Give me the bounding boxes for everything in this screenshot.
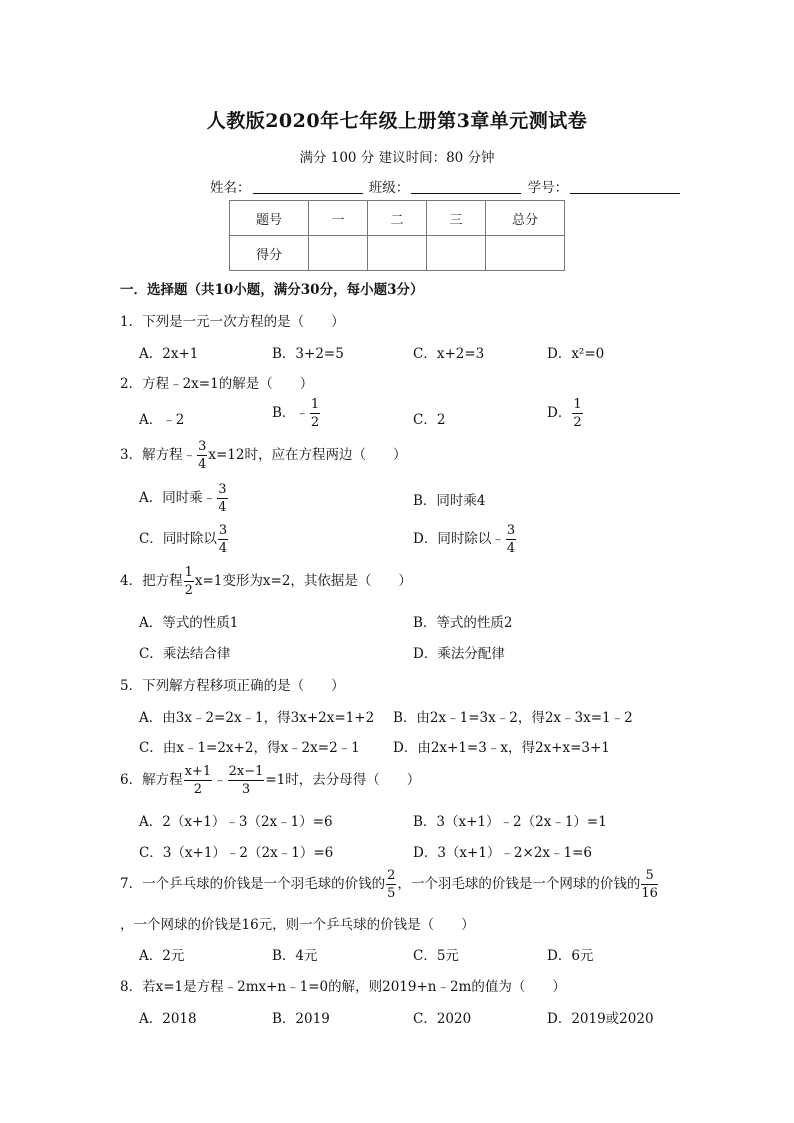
numerator: 1 — [573, 397, 582, 412]
q6-post: =1时，去分母得（ ） — [265, 772, 421, 788]
name-label: 姓名： — [210, 180, 251, 196]
name-blank[interactable] — [253, 179, 363, 194]
score-table — [229, 200, 565, 271]
numerator: 5 — [641, 869, 658, 885]
question-6-stem — [120, 765, 420, 796]
q3-option-c[interactable] — [139, 524, 229, 555]
fraction — [572, 398, 582, 429]
numerator: 3 — [218, 482, 227, 497]
q4-option-a[interactable]: A．等式的性质1 — [139, 615, 239, 631]
q1-option-c[interactable]: C．x+2=3 — [413, 346, 485, 362]
denominator: 3 — [241, 782, 251, 797]
section-heading: 一．选择题（共10小题，满分30分，每小题3分） — [120, 282, 424, 298]
question-8-stem: 8．若x=1是方程﹣2mx+n﹣1=0的解，则2019+n﹣2m的值为（ ） — [120, 979, 566, 995]
q1-option-b[interactable]: B．3+2=5 — [272, 346, 344, 362]
numerator: 3 — [506, 523, 516, 538]
q3-a-prefix: A．同时乘﹣ — [139, 490, 217, 506]
fraction — [184, 566, 194, 597]
q8-option-a[interactable]: A．2018 — [139, 1011, 197, 1027]
numerator: 3 — [198, 439, 207, 454]
score-input-cell[interactable] — [368, 236, 427, 271]
q6-pre: 6．解方程 — [120, 772, 183, 788]
q2-option-b[interactable] — [272, 398, 321, 429]
q7-pre: 7．一个乒乓球的价钱是一个羽毛球的价钱的 — [120, 876, 386, 892]
q8-option-b[interactable]: B．2019 — [272, 1011, 330, 1027]
q4-pre: 4．把方程 — [120, 573, 183, 589]
id-label: 学号： — [527, 180, 569, 196]
q6-minus: ﹣ — [213, 772, 227, 788]
q2-option-c[interactable]: C．2 — [413, 412, 446, 428]
numerator: x+1 — [184, 764, 212, 779]
fraction — [217, 483, 227, 514]
q6-option-d[interactable]: D．3（x+1）﹣2×2x﹣1=6 — [413, 845, 593, 861]
q7-option-c[interactable]: C．5元 — [413, 948, 459, 964]
q3-c-prefix: C．同时除以 — [139, 531, 217, 547]
denominator: 16 — [641, 886, 658, 901]
q4-option-d[interactable]: D．乘法分配律 — [413, 646, 505, 662]
question-7-stem — [120, 869, 659, 900]
q6-option-c[interactable]: C．3（x+1）﹣2（2x﹣1）=6 — [139, 845, 334, 861]
question-4-stem — [120, 566, 412, 597]
denominator: 4 — [218, 500, 227, 515]
denominator: 4 — [218, 541, 228, 556]
q3-pre: 3．解方程﹣ — [120, 447, 197, 463]
q2-option-a[interactable]: A．﹣2 — [139, 412, 185, 428]
q3-post: x=12时，应在方程两边（ ） — [208, 447, 407, 463]
denominator: 2 — [310, 415, 320, 430]
q8-option-d[interactable]: D．2019或2020 — [547, 1011, 654, 1027]
question-2-stem: 2．方程﹣2x=1的解是（ ） — [120, 376, 314, 392]
fraction — [218, 524, 228, 555]
q1-option-d[interactable]: D．x²=0 — [547, 346, 605, 362]
class-label: 班级： — [368, 180, 410, 196]
q8-option-c[interactable]: C．2020 — [413, 1011, 472, 1027]
q7-option-a[interactable]: A．2元 — [139, 948, 185, 964]
score-input-cell[interactable] — [309, 236, 368, 271]
score-input-cell[interactable] — [427, 236, 486, 271]
page-title: 人教版2020年七年级上册第3章单元测试卷 — [206, 110, 588, 132]
denominator: 5 — [387, 886, 396, 901]
q5-option-b[interactable]: B．由2x﹣1=3x﹣2，得2x﹣3x=1﹣2 — [393, 710, 633, 726]
score-cell: 一 — [309, 201, 368, 236]
question-3-stem — [120, 440, 406, 471]
score-cell: 题号 — [230, 201, 309, 236]
denominator: 4 — [506, 541, 516, 556]
numerator: 2 — [387, 868, 396, 883]
fraction — [228, 765, 265, 796]
fraction — [184, 765, 213, 796]
numerator: 1 — [184, 565, 193, 580]
page-subtitle: 满分 100 分 建议时间：80 分钟 — [299, 150, 495, 166]
q4-post: x=1变形为x=2，其依据是（ ） — [194, 573, 412, 589]
question-1-stem: 1．下列是一元一次方程的是（ ） — [120, 314, 345, 330]
q7-option-b[interactable]: B．4元 — [272, 948, 318, 964]
student-info — [210, 176, 682, 196]
q6-option-a[interactable]: A．2（x+1）﹣3（2x﹣1）=6 — [139, 814, 333, 830]
denominator: 2 — [573, 415, 582, 430]
class-blank[interactable] — [411, 179, 521, 194]
score-cell: 二 — [368, 201, 427, 236]
q7-option-d[interactable]: D．6元 — [547, 948, 594, 964]
numerator: 1 — [310, 397, 320, 412]
q6-option-b[interactable]: B．3（x+1）﹣2（2x﹣1）=1 — [413, 814, 607, 830]
numerator: 3 — [218, 523, 228, 538]
q3-option-d[interactable] — [413, 524, 517, 555]
denominator: 2 — [193, 782, 202, 797]
numerator: 2x−1 — [228, 764, 264, 779]
q3-option-a[interactable] — [139, 483, 229, 514]
q5-option-c[interactable]: C．由x﹣1=2x+2，得x﹣2x=2﹣1 — [139, 740, 360, 756]
score-table-score-row — [230, 236, 565, 271]
id-blank[interactable] — [570, 179, 680, 194]
fraction — [310, 398, 320, 429]
fraction — [197, 440, 207, 471]
q2-d-prefix: D． — [547, 405, 572, 421]
q7-mid: ，一个羽毛球的价钱是一个网球的价钱的 — [397, 876, 641, 892]
denominator: 4 — [198, 457, 207, 472]
question-5-stem: 5．下列解方程移项正确的是（ ） — [120, 678, 345, 694]
question-7-stem-line2: ，一个网球的价钱是16元，则一个乒乓球的价钱是（ ） — [120, 917, 475, 933]
q3-option-b[interactable]: B．同时乘4 — [413, 493, 486, 509]
q4-option-b[interactable]: B．等式的性质2 — [413, 615, 513, 631]
fraction — [641, 869, 658, 900]
score-cell: 三 — [427, 201, 486, 236]
score-cell: 得分 — [230, 236, 309, 271]
q4-option-c[interactable]: C．乘法结合律 — [139, 646, 231, 662]
score-input-cell[interactable] — [486, 236, 565, 271]
q5-option-d[interactable]: D．由2x+1=3﹣x，得2x+x=3+1 — [393, 740, 610, 756]
q2-option-d[interactable] — [547, 398, 584, 429]
q5-option-a[interactable]: A．由3x﹣2=2x﹣1，得3x+2x=1+2 — [139, 710, 375, 726]
q2-b-prefix: B．﹣ — [272, 405, 309, 421]
score-table-header-row — [230, 201, 565, 236]
score-cell: 总分 — [486, 201, 565, 236]
fraction — [506, 524, 516, 555]
q3-d-prefix: D．同时除以﹣ — [413, 531, 505, 547]
q1-option-a[interactable]: A．2x+1 — [139, 346, 199, 362]
fraction — [386, 869, 396, 900]
denominator: 2 — [184, 583, 193, 598]
